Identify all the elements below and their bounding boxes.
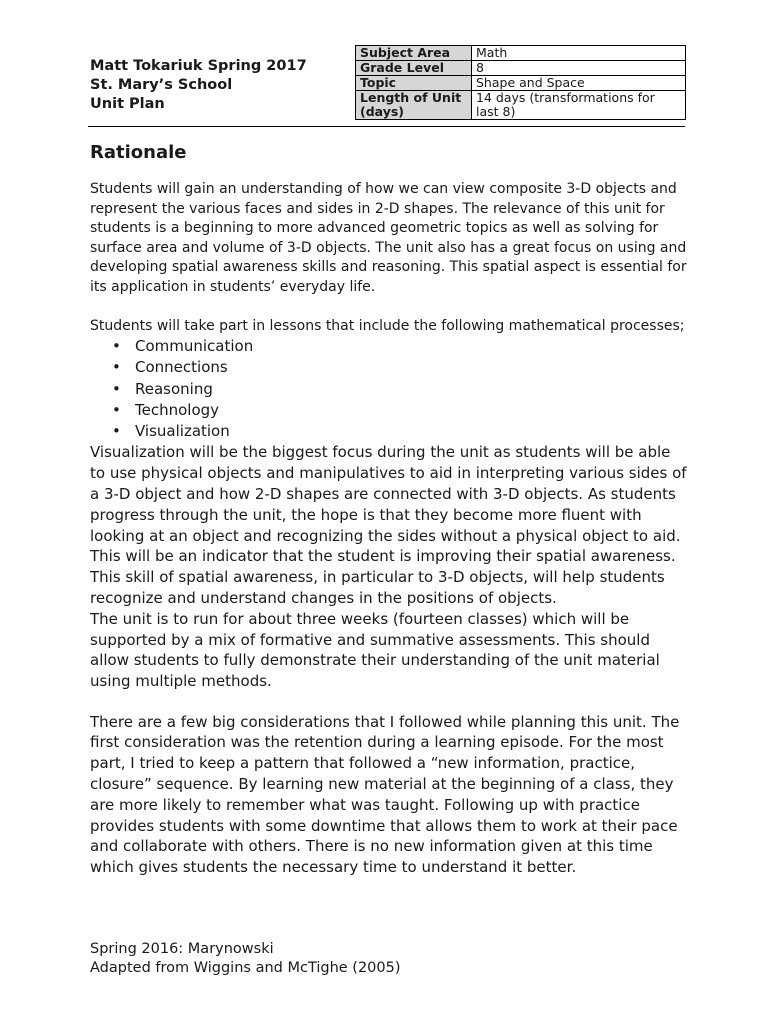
list-item [90,357,690,378]
footer-source-line: Adapted from Wiggins and McTighe (2005) [90,960,401,976]
bullet-icon: • [112,379,121,398]
list-item-label: Reasoning [135,379,213,398]
topic-value: Shape and Space [472,76,686,91]
header-doc-type-line: Unit Plan [90,96,165,112]
header-divider [88,126,685,127]
unit-info-table [355,45,686,120]
subject-area-value: Math [472,46,686,61]
document-footer [90,940,401,978]
table-row [356,91,686,120]
unit-length-value: 14 days (transformations for last 8) [472,91,686,120]
grade-level-label: Grade Level [356,61,472,76]
paragraph-considerations: There are a few big considerations that I followed while planning this unit. The first consideration was the retention during a learning episode. For the most part, I tried to keep a pattern that followed a “new information, practice, closure” sequence. By learning new material at the beginning of a class, they are more likely to remember what was taught. Following up with practice provides students with some downtime that allows them to work at their pace and collaborate with others. There is no new information given at this time which gives students the necessary time to understand it better. [90,712,680,877]
grade-level-value: 8 [472,61,686,76]
table-row [356,46,686,61]
list-item-label: Technology [135,400,220,419]
list-item [90,421,690,442]
processes-list [90,336,690,442]
list-item [90,400,690,421]
unit-length-label: Length of Unit (days) [356,91,472,120]
paragraph-spacer [90,297,690,317]
header-school-line: St. Mary’s School [90,77,233,93]
header-author-line: Matt Tokariuk Spring 2017 [90,58,307,74]
paragraph-visualization: Visualization will be the biggest focus during the unit as students will be able to use physical objects and manipulatives to aid in interpreting various sides of a 3-D object and how 2-D shapes are connected with 3-D objects. As students progress through the unit, the hope is that they become more fluent with looking at an object and recognizing the sides without a physical object to aid. This will be an indicator that the student is improving their spatial awareness. This skill of spatial awareness, in particular to 3-D objects, will help students recognize and understand changes in the positions of objects. [90,443,687,608]
bullet-icon: • [112,358,121,377]
table-row [356,76,686,91]
section-title: Rationale [90,142,187,163]
paragraph-processes-intro: Students will take part in lessons that include the following mathematical processes; [90,317,685,334]
footer-credit-line: Spring 2016: Marynowski [90,941,274,957]
table-row [356,61,686,76]
paragraph-overview: Students will gain an understanding of how we can view composite 3-D objects and represent the various faces and sides in 2-D shapes. The relevance of this unit for students is a beginning to more advanced geometric topics as well as solving for surface area and volume of 3-D objects. The unit also has a great focus on using and developing spatial awareness skills and reasoning. This spatial aspect is essential for its application in students’ everyday life. [90,181,687,295]
paragraph-spacer [90,692,690,712]
bullet-icon: • [112,400,121,419]
paragraph-duration: The unit is to run for about three weeks (fourteen classes) which will be supported by a mix of formative and summative assessments. This should allow students to fully demonstrate their understanding of the unit material using multiple methods. [90,609,660,691]
bullet-icon: • [112,337,121,355]
bullet-icon: • [112,422,121,441]
list-item-label: Communication [135,337,254,355]
list-item [90,379,690,400]
rationale-body [90,180,690,878]
list-item [90,336,690,357]
topic-label: Topic [356,76,472,91]
document-header [90,57,307,114]
subject-area-label: Subject Area [356,46,472,61]
list-item-label: Connections [135,358,228,377]
list-item-label: Visualization [135,422,230,441]
